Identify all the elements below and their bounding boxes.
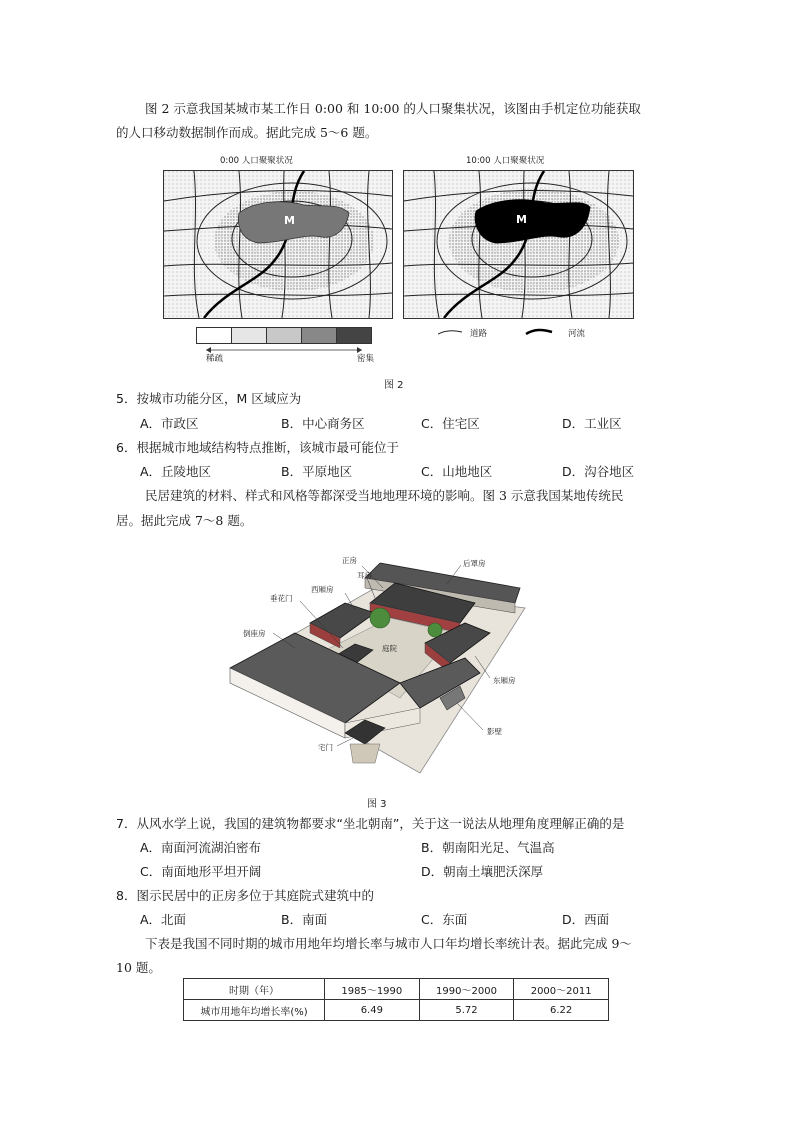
intro-fig2-line1: 图 2 示意我国某城市某工作日 0:00 和 10:00 的人口聚集状况，该图由手机定位功能获取 bbox=[145, 101, 641, 116]
q6-stem: 6．根据城市地域结构特点推断，该城市最可能位于 bbox=[116, 440, 399, 455]
q5-option-d: D．工业区 bbox=[562, 416, 622, 431]
map-right-title: 10:00 人口聚聚状况 bbox=[466, 156, 545, 166]
table-cell: 6.22 bbox=[514, 1000, 609, 1021]
table-header-cell: 2000～2011 bbox=[514, 979, 609, 1000]
growth-table bbox=[183, 978, 609, 1021]
legend-road: 道路 bbox=[470, 329, 488, 339]
q6-option-c: C．山地地区 bbox=[421, 464, 493, 479]
q7-stem: 7．从风水学上说，我国的建筑物都要求“坐北朝南”，关于这一说法从地理角度理解正确的是 bbox=[116, 816, 625, 831]
q6-option-d: D．沟谷地区 bbox=[562, 464, 635, 479]
table-header-cell: 时期（年） bbox=[184, 979, 325, 1000]
q8-stem: 8．图示民居中的正房多位于其庭院式建筑中的 bbox=[116, 888, 374, 903]
q7-option-d: D．朝南土壤肥沃深厚 bbox=[421, 864, 544, 879]
map-left-marker: M bbox=[284, 214, 295, 227]
label-xixiangfang: 西厢房 bbox=[311, 585, 334, 594]
intro-table-line2: 10 题。 bbox=[116, 960, 161, 975]
q5-option-c: C．住宅区 bbox=[421, 416, 480, 431]
road-river-legend bbox=[438, 324, 558, 340]
table-cell: 5.72 bbox=[419, 1000, 514, 1021]
road-legend-line bbox=[438, 331, 462, 334]
map-0000 bbox=[163, 170, 393, 319]
q5-option-a: A．市政区 bbox=[140, 416, 199, 431]
map-1000 bbox=[403, 170, 634, 319]
label-zhaimen: 宅门 bbox=[318, 743, 333, 752]
table-header-cell: 1985～1990 bbox=[325, 979, 420, 1000]
map-left-title: 0:00 人口聚聚状况 bbox=[220, 156, 293, 166]
legend-sparse: 稀疏 bbox=[206, 354, 224, 364]
river-legend-line bbox=[526, 330, 552, 334]
legend-dense: 密集 bbox=[357, 354, 375, 364]
courtyard-drawing bbox=[225, 548, 535, 778]
q7-option-c: C．南面地形平坦开阔 bbox=[140, 864, 262, 879]
label-dongxiangfang: 东厢房 bbox=[493, 676, 516, 685]
q5-stem: 5．按城市功能分区，M 区域应为 bbox=[116, 391, 302, 406]
map-0000-drawing bbox=[164, 171, 392, 318]
intro-fig3-line1: 民居建筑的材料、样式和风格等都深受当地地理环境的影响。图 3 示意我国某地传统民 bbox=[145, 488, 624, 503]
table-row bbox=[184, 1000, 609, 1021]
intro-fig3-line2: 居。据此完成 7～8 题。 bbox=[116, 513, 253, 528]
figure2-caption: 图 2 bbox=[384, 380, 404, 391]
q7-option-b: B．朝南阳光足、气温高 bbox=[421, 840, 555, 855]
map-1000-drawing bbox=[404, 171, 633, 318]
table-cell: 城市用地年均增长率(%) bbox=[184, 1000, 325, 1021]
label-tingyuan: 庭院 bbox=[382, 644, 397, 653]
label-daozuofang: 倒座房 bbox=[243, 629, 266, 638]
q6-option-b: B．平原地区 bbox=[281, 464, 353, 479]
table-header-row bbox=[184, 979, 609, 1000]
legend-river: 河流 bbox=[568, 329, 586, 339]
table-header-cell: 1990～2000 bbox=[419, 979, 514, 1000]
intro-table-line1: 下表是我国不同时期的城市用地年均增长率与城市人口年均增长率统计表。据此完成 9～ bbox=[145, 936, 632, 951]
figure3-caption: 图 3 bbox=[367, 799, 387, 810]
table-cell: 6.49 bbox=[325, 1000, 420, 1021]
label-chuihuamen: 垂花门 bbox=[270, 594, 293, 603]
courtyard-figure bbox=[225, 548, 535, 778]
q8-option-d: D．西面 bbox=[562, 912, 610, 927]
intro-fig2-line2: 的人口移动数据制作而成。据此完成 5～6 题。 bbox=[116, 125, 378, 140]
map-right-marker: M bbox=[516, 213, 527, 226]
label-yingbi: 影壁 bbox=[487, 727, 502, 736]
label-houzhaofang: 后罩房 bbox=[463, 559, 486, 568]
label-zhengfang: 正房 bbox=[342, 556, 357, 565]
q5-option-b: B．中心商务区 bbox=[281, 416, 365, 431]
q7-option-a: A．南面河流湖泊密布 bbox=[140, 840, 262, 855]
label-erfang: 耳房 bbox=[357, 571, 372, 580]
q8-option-b: B．南面 bbox=[281, 912, 328, 927]
q8-option-c: C．东面 bbox=[421, 912, 468, 927]
q6-option-a: A．丘陵地区 bbox=[140, 464, 212, 479]
q8-option-a: A．北面 bbox=[140, 912, 187, 927]
